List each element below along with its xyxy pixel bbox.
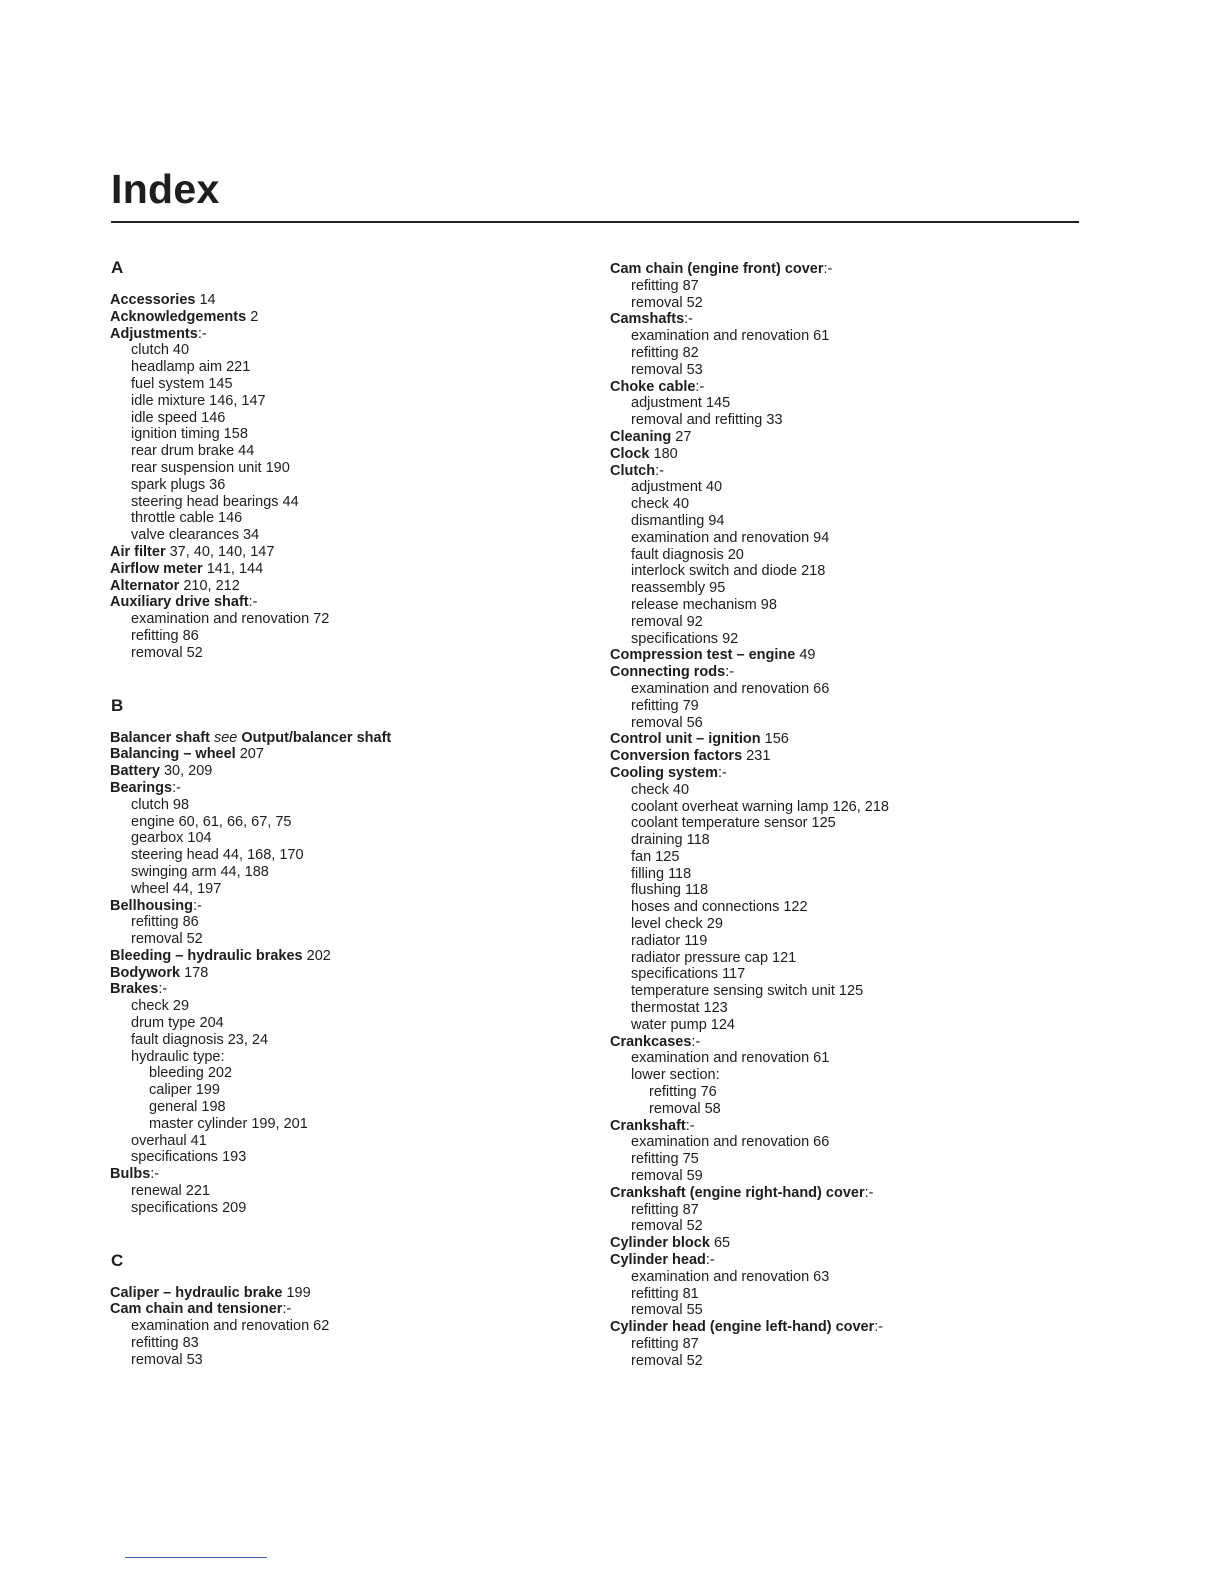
index-subentry [604, 345, 1064, 362]
entry-pages: draining 118 [631, 832, 710, 849]
index-entry [604, 1319, 1064, 1336]
index-entry [604, 429, 1064, 446]
index-subentry [604, 866, 1064, 883]
footer-rule [125, 1557, 267, 1558]
index-subentry [604, 563, 1064, 580]
entry-pages: fan 125 [631, 848, 680, 865]
entry-heading: Air filter [110, 543, 166, 560]
index-subentry [104, 1116, 564, 1133]
entry-pages: clutch 98 [131, 796, 190, 813]
entry-pages: refitting 82 [631, 344, 699, 361]
index-entry [104, 965, 564, 982]
entry-heading: Cam chain (engine front) cover [610, 261, 824, 277]
entry-pages: idle speed 146 [131, 409, 226, 426]
entry-pages: check 40 [631, 781, 690, 798]
index-subentry [604, 849, 1064, 866]
entry-heading: Cam chain and tensioner [110, 1301, 283, 1318]
index-subentry [104, 1183, 564, 1200]
index-entry [104, 730, 564, 747]
index-subentry [604, 547, 1064, 564]
entry-pages: 14 [195, 292, 216, 308]
entry-pages: removal 92 [631, 613, 703, 630]
entry-pages: reassembly 95 [631, 580, 726, 597]
entry-pages: :- [695, 378, 705, 395]
index-entry [104, 594, 564, 611]
index-subentry [604, 479, 1064, 496]
entry-pages: rear drum brake 44 [131, 443, 255, 460]
index-subentry [604, 580, 1064, 597]
entry-pages: specifications 209 [131, 1199, 247, 1216]
entry-pages: examination and renovation 72 [131, 611, 330, 628]
entry-heading: Acknowledgements [110, 308, 247, 325]
entry-pages: :- [823, 261, 833, 277]
entry-heading: Compression test – engine [610, 647, 796, 664]
index-entry [604, 1118, 1064, 1135]
index-entry [604, 311, 1064, 328]
entry-pages: 231 [742, 748, 771, 765]
entry-heading: Choke cable [610, 378, 696, 395]
entry-pages: overhaul 41 [131, 1132, 207, 1149]
entry-heading: Accessories [110, 292, 196, 308]
index-subentry [604, 1218, 1064, 1235]
entry-pages: radiator pressure cap 121 [631, 949, 797, 966]
entry-pages: :- [158, 981, 168, 998]
entry-heading: Brakes [110, 981, 159, 998]
entry-pages: :- [192, 897, 202, 914]
index-subentry [604, 1017, 1064, 1034]
entry-pages: 30, 209 [159, 763, 213, 780]
entry-heading: Cylinder head (engine left-hand) cover [610, 1319, 875, 1336]
entry-pages: specifications 92 [631, 630, 739, 647]
entry-pages: :- [197, 325, 207, 342]
entry-pages: refitting 81 [631, 1285, 699, 1302]
entry-pages: ignition timing 158 [131, 426, 248, 443]
index-entry [604, 463, 1064, 480]
entry-pages: examination and renovation 94 [631, 529, 830, 546]
index-entry [604, 664, 1064, 681]
entry-pages: :- [172, 779, 181, 796]
index-subentry [604, 983, 1064, 1000]
entry-heading: Crankshaft (engine right-hand) cover [610, 1184, 865, 1201]
index-subentry [104, 410, 564, 427]
index-subentry [604, 328, 1064, 345]
entry-pages: steering head 44, 168, 170 [131, 847, 304, 864]
section-letter: B [111, 695, 124, 715]
entry-pages: removal 52 [631, 294, 703, 311]
entry-pages: rear suspension unit 190 [131, 459, 290, 476]
index-subentry [104, 1352, 564, 1369]
entry-pages: general 198 [149, 1099, 226, 1116]
index-subentry [104, 1049, 564, 1066]
entry-pages: refitting 87 [631, 1201, 699, 1218]
entry-pages: :- [725, 664, 735, 681]
index-subentry [104, 494, 564, 511]
index-subentry [604, 1202, 1064, 1219]
index-subentry [104, 1015, 564, 1032]
entry-heading: Crankcases [610, 1033, 692, 1050]
entry-heading: Conversion factors [610, 748, 743, 765]
entry-heading: Caliper – hydraulic brake [110, 1284, 283, 1301]
entry-pages: renewal 221 [131, 1183, 210, 1200]
index-subentry [104, 510, 564, 527]
index-entry [104, 292, 564, 309]
index-entry [104, 1166, 564, 1183]
index-subentry [104, 393, 564, 410]
entry-heading: Bearings [110, 779, 173, 796]
entry-pages: 2 [246, 308, 259, 325]
see-reference: see [213, 729, 238, 746]
index-entry [104, 578, 564, 595]
entry-pages: :- [874, 1319, 884, 1336]
index-entry [104, 981, 564, 998]
entry-pages: specifications 193 [131, 1149, 247, 1166]
entry-pages: fault diagnosis 20 [631, 546, 744, 563]
entry-pages: :- [150, 1166, 160, 1183]
entry-pages: examination and renovation 66 [631, 1134, 830, 1151]
entry-pages: hydraulic type: [131, 1048, 225, 1065]
index-subentry [104, 527, 564, 544]
index-entry [104, 780, 564, 797]
entry-heading: Clutch [610, 462, 656, 479]
index-subentry [104, 460, 564, 477]
entry-pages: refitting 79 [631, 697, 699, 714]
entry-pages: removal 52 [131, 931, 203, 948]
index-subentry [604, 715, 1064, 732]
entry-pages: :- [717, 764, 727, 781]
index-entry [104, 1285, 564, 1302]
index-subentry [604, 412, 1064, 429]
entry-pages: bleeding 202 [149, 1065, 233, 1082]
entry-pages: :- [691, 1033, 701, 1050]
index-entry [104, 763, 564, 780]
entry-pages: :- [655, 462, 664, 479]
index-subentry [104, 998, 564, 1015]
index-entry [104, 326, 564, 343]
entry-pages: examination and renovation 66 [631, 680, 830, 697]
section-letter: C [111, 1250, 124, 1270]
entry-heading: Clock [610, 445, 650, 462]
entry-heading: Output/balancer shaft [237, 729, 392, 746]
index-subentry [604, 815, 1064, 832]
entry-pages: temperature sensing switch unit 125 [631, 983, 864, 1000]
index-subentry [604, 698, 1064, 715]
entry-heading: Battery [110, 763, 160, 780]
index-subentry [104, 1335, 564, 1352]
entry-heading: Bodywork [110, 964, 181, 981]
index-entry [604, 261, 1064, 278]
entry-heading: Bellhousing [110, 897, 193, 914]
section-gap [104, 1217, 564, 1247]
index-subentry [604, 362, 1064, 379]
entry-pages: engine 60, 61, 66, 67, 75 [131, 813, 292, 830]
entry-pages: removal 58 [649, 1100, 721, 1117]
index-subentry [104, 1032, 564, 1049]
entry-pages: lower section: [631, 1067, 720, 1084]
entry-heading: Bleeding – hydraulic brakes [110, 947, 303, 964]
index-subentry [104, 830, 564, 847]
entry-pages: coolant overheat warning lamp 126, 218 [631, 798, 889, 815]
index-subentry [604, 966, 1064, 983]
entry-pages: check 40 [631, 496, 690, 513]
entry-pages: 202 [302, 947, 331, 964]
entry-pages: idle mixture 146, 147 [131, 392, 266, 409]
entry-pages: level check 29 [631, 916, 723, 933]
index-subentry [604, 1050, 1064, 1067]
entry-pages: removal 59 [631, 1168, 703, 1185]
index-subentry [104, 1099, 564, 1116]
entry-pages: 49 [795, 647, 816, 664]
title-rule [111, 221, 1079, 223]
index-entry [604, 446, 1064, 463]
entry-heading: Balancer shaft [110, 729, 214, 746]
entry-pages: thermostat 123 [631, 1000, 728, 1017]
index-subentry [104, 864, 564, 881]
entry-pages: examination and renovation 62 [131, 1318, 330, 1335]
index-subentry [604, 295, 1064, 312]
entry-heading: Cylinder head [610, 1252, 706, 1269]
entry-pages: filling 118 [631, 865, 692, 882]
index-subentry [104, 426, 564, 443]
entry-pages: refitting 76 [649, 1084, 717, 1101]
entry-pages: 65 [709, 1235, 731, 1252]
entry-pages: headlamp aim 221 [131, 359, 251, 376]
index-subentry [604, 782, 1064, 799]
entry-heading: Connecting rods [610, 664, 726, 681]
index-subentry [604, 496, 1064, 513]
entry-pages: refitting 87 [631, 1336, 699, 1352]
entry-pages: 27 [671, 428, 692, 445]
index-subentry [104, 443, 564, 460]
entry-pages: :- [705, 1252, 715, 1269]
index-entry [104, 1301, 564, 1318]
entry-pages: refitting 83 [131, 1335, 199, 1352]
index-subentry [604, 278, 1064, 295]
entry-heading: Cleaning [610, 428, 672, 445]
index-subentry [104, 342, 564, 359]
entry-pages: valve clearances 34 [131, 527, 260, 544]
entry-pages: refitting 75 [631, 1151, 699, 1168]
index-subentry [104, 1082, 564, 1099]
section-gap [104, 662, 564, 692]
index-subentry [604, 1084, 1064, 1101]
entry-pages: removal 52 [631, 1218, 703, 1235]
entry-pages: spark plugs 36 [131, 476, 226, 493]
section-spacer [104, 282, 564, 292]
index-entry [104, 309, 564, 326]
index-subentry [604, 799, 1064, 816]
entry-pages: :- [864, 1184, 874, 1201]
index-entry [104, 948, 564, 965]
index-subentry [604, 1302, 1064, 1319]
index-subentry [604, 1101, 1064, 1118]
entry-pages: swinging arm 44, 188 [131, 863, 269, 880]
index-entry [604, 1235, 1064, 1252]
entry-heading: Cooling system [610, 764, 718, 781]
entry-pages: removal 55 [631, 1302, 703, 1319]
section-letter: A [111, 258, 124, 277]
entry-pages: 180 [649, 445, 678, 462]
index-subentry [604, 1067, 1064, 1084]
entry-pages: steering head bearings 44 [131, 493, 299, 510]
index-subentry [104, 611, 564, 628]
entry-pages: removal 56 [631, 714, 703, 731]
entry-pages: :- [685, 1117, 695, 1134]
entry-pages: master cylinder 199, 201 [149, 1115, 308, 1132]
entry-heading: Bulbs [110, 1166, 151, 1183]
section-spacer [104, 720, 564, 730]
index-subentry [604, 1286, 1064, 1303]
entry-pages: 156 [760, 731, 789, 748]
index-entry [604, 1034, 1064, 1051]
entry-pages: removal 52 [131, 644, 203, 661]
entry-pages: coolant temperature sensor 125 [631, 815, 836, 832]
index-subentry [604, 1134, 1064, 1151]
entry-heading: Adjustments [110, 325, 198, 342]
entry-heading: Alternator [110, 577, 180, 594]
entry-heading: Cylinder block [610, 1235, 710, 1252]
index-subentry [604, 1000, 1064, 1017]
entry-pages: examination and renovation 63 [631, 1268, 830, 1285]
section-spacer [104, 1275, 564, 1285]
index-entry [604, 748, 1064, 765]
entry-pages: 178 [180, 964, 209, 981]
index-subentry [604, 631, 1064, 648]
index-subentry [104, 359, 564, 376]
index-entry [604, 765, 1064, 782]
index-subentry [104, 1200, 564, 1217]
index-subentry [604, 916, 1064, 933]
index-subentry [104, 477, 564, 494]
index-subentry [604, 614, 1064, 631]
index-subentry [604, 1353, 1064, 1370]
entry-pages: :- [684, 311, 693, 328]
index-subentry [104, 881, 564, 898]
entry-pages: adjustment 145 [631, 395, 731, 412]
entry-pages: flushing 118 [631, 882, 709, 899]
entry-pages: gearbox 104 [131, 830, 212, 847]
index-subentry [104, 376, 564, 393]
entry-pages: hoses and connections 122 [631, 899, 808, 916]
index-subentry [604, 1151, 1064, 1168]
entry-pages: :- [282, 1301, 292, 1318]
index-subentry [604, 395, 1064, 412]
entry-pages: 210, 212 [179, 577, 240, 594]
index-subentry [604, 899, 1064, 916]
entry-pages: :- [248, 594, 258, 611]
entry-pages: wheel 44, 197 [131, 880, 222, 897]
index-entry [104, 544, 564, 561]
entry-heading: Crankshaft [610, 1117, 686, 1134]
index-entry [104, 898, 564, 915]
entry-pages: removal and refitting 33 [631, 412, 783, 429]
index-entry [104, 746, 564, 763]
index-subentry [604, 832, 1064, 849]
index-subentry [104, 1149, 564, 1166]
entry-pages: 141, 144 [202, 560, 264, 577]
entry-heading: Auxiliary drive shaft [110, 594, 249, 611]
index-subentry [604, 530, 1064, 547]
index-column-left [104, 254, 564, 1369]
index-subentry [604, 882, 1064, 899]
entry-pages: check 29 [131, 998, 190, 1015]
index-subentry [604, 1336, 1064, 1353]
entry-pages: water pump 124 [631, 1016, 735, 1033]
index-subentry [104, 931, 564, 948]
entry-pages: removal 53 [631, 361, 703, 378]
entry-pages: 199 [282, 1284, 311, 1301]
index-subentry [104, 645, 564, 662]
entry-pages: refitting 86 [131, 627, 199, 644]
index-subentry [104, 797, 564, 814]
index-subentry [604, 1168, 1064, 1185]
index-subentry [104, 1133, 564, 1150]
entry-pages: fuel system 145 [131, 375, 233, 392]
index-entry [104, 561, 564, 578]
entry-heading: Airflow meter [110, 560, 203, 577]
entry-pages: specifications 117 [631, 966, 746, 983]
entry-pages: 37, 40, 140, 147 [165, 543, 275, 560]
index-column-right [604, 261, 1064, 1370]
entry-pages: adjustment 40 [631, 479, 723, 496]
index-subentry [104, 628, 564, 645]
entry-pages: refitting 86 [131, 914, 199, 931]
index-subentry [604, 513, 1064, 530]
index-entry [604, 379, 1064, 396]
index-subentry [604, 681, 1064, 698]
entry-heading: Control unit – ignition [610, 731, 761, 748]
entry-pages: release mechanism 98 [631, 596, 777, 613]
entry-pages: radiator 119 [631, 932, 708, 949]
index-entry [604, 1185, 1064, 1202]
entry-pages: dismantling 94 [631, 512, 725, 529]
entry-pages: drum type 204 [131, 1015, 224, 1032]
page-title: Index [111, 166, 220, 212]
entry-pages: interlock switch and diode 218 [631, 563, 826, 580]
entry-pages: removal 53 [131, 1351, 203, 1368]
entry-pages: fault diagnosis 23, 24 [131, 1031, 269, 1048]
index-subentry [104, 814, 564, 831]
index-entry [604, 1252, 1064, 1269]
entry-heading: Balancing – wheel [110, 746, 236, 763]
index-entry [604, 647, 1064, 664]
entry-pages: examination and renovation 61 [631, 1050, 830, 1067]
entry-pages: caliper 199 [149, 1082, 220, 1099]
index-subentry [104, 1318, 564, 1335]
index-entry [604, 731, 1064, 748]
entry-pages: removal 52 [631, 1352, 703, 1369]
index-subentry [104, 1065, 564, 1082]
index-subentry [104, 914, 564, 931]
entry-pages: refitting 87 [631, 277, 699, 294]
index-subentry [604, 597, 1064, 614]
entry-pages: clutch 40 [131, 342, 190, 359]
index-subentry [604, 933, 1064, 950]
entry-pages: 207 [235, 746, 264, 763]
index-subentry [604, 950, 1064, 967]
entry-heading: Camshafts [610, 311, 685, 328]
entry-pages: examination and renovation 61 [631, 328, 830, 345]
index-subentry [604, 1269, 1064, 1286]
entry-pages: throttle cable 146 [131, 510, 243, 527]
index-subentry [104, 847, 564, 864]
